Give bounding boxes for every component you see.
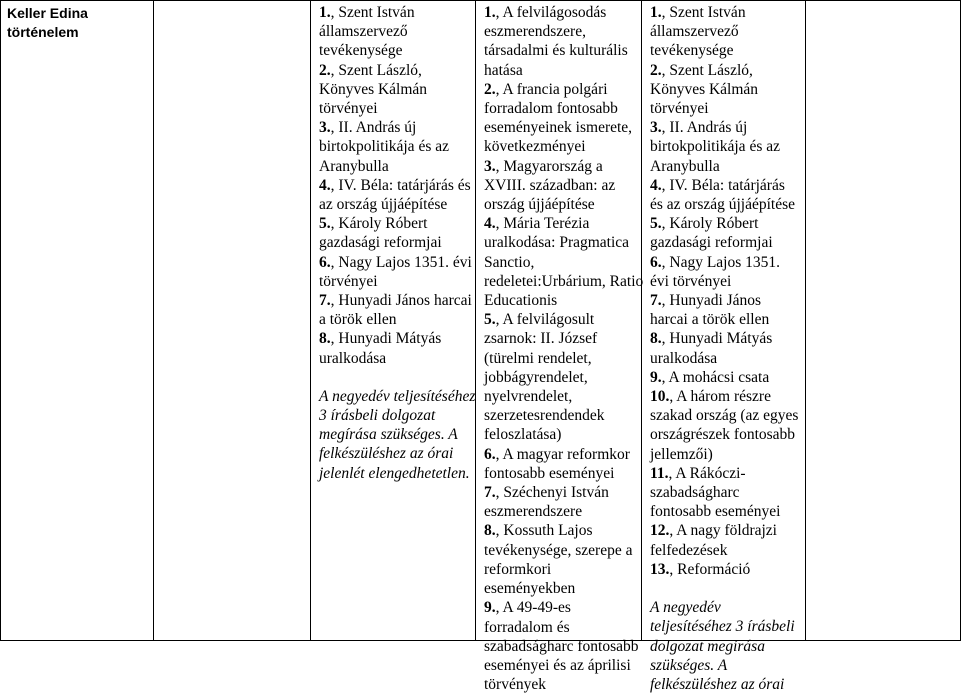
note-line: dolgozat megírása [650,637,765,655]
topic-text: , IV. Béla: tatárjárás [661,176,785,194]
topic-number: 2. [650,61,662,79]
topic-text: , Kossuth Lajos [495,522,593,540]
topic-line [484,3,635,22]
topic-text: Aranybulla [650,157,720,175]
topic-line [650,329,799,348]
note-line: szükséges. A [650,656,728,674]
topic-text: tevékenysége [319,42,403,60]
topic-text: , II. András új [330,119,417,137]
topic-line [650,253,799,272]
topic-line [650,176,799,195]
topic-text: , A francia polgári [495,80,608,98]
topic-text: birtokpolitikája és az [319,138,449,156]
note-line: jelenlét elengedhetetlen. [319,464,470,482]
topic-line [484,233,635,252]
topic-line [319,99,469,118]
topic-number: 6. [484,445,496,463]
topic-line [650,406,799,425]
topic-line [319,137,469,156]
topic-number: 9. [650,368,662,386]
topic-line [650,214,799,233]
topic-text: , Szent László, [330,61,422,79]
topic-number: 7. [319,292,331,310]
subject-name: Keller Edina történelem [7,5,88,40]
topics-cell-1 [310,0,476,641]
topic-text: birtokpolitikája és az [650,138,780,156]
topic-line [650,137,799,156]
topic-number: 11. [650,464,669,482]
topic-line [650,80,799,99]
topic-number: 8. [319,330,331,348]
topic-text: , Hunyadi János harcai [330,292,472,310]
topic-number: 4. [319,176,331,194]
topic-text: évi törvényei [650,272,732,290]
topic-text: , IV. Béla: tatárjárás és [330,176,471,194]
topic-line [484,598,635,617]
topic-line [484,176,635,195]
topic-text: eszmerendszere [484,503,583,521]
topic-number: 3. [319,119,331,137]
topic-line [484,483,635,502]
topic-number: 8. [650,330,662,348]
empty-cell [153,0,311,641]
topic-text: , Szent István [661,4,746,21]
topic-text: törvényei [319,100,378,118]
topic-line [484,637,639,656]
topic-text: fontosabb eseményei [650,503,781,521]
topic-text: szabadságharc [650,484,740,502]
note-line: A negyedév [650,599,721,617]
topic-line [650,22,799,41]
topic-text: , Károly Róbert [330,215,428,233]
topic-text: Könyves Kálmán [319,80,428,98]
requirement-note [319,387,476,483]
topic-text: XVIII. században: az [484,176,616,194]
topic-text: Sanctio, [484,253,535,271]
topic-line [650,560,799,579]
topic-number: 4. [484,215,496,233]
topic-number: 8. [484,522,496,540]
topic-number: 5. [319,215,331,233]
topic-text: államszervező [650,23,739,41]
topic-number: 3. [650,119,662,137]
topic-text: , Reformáció [669,560,751,578]
topic-number: 6. [650,253,662,271]
topic-text: reformkori [484,560,552,578]
topic-text: Educationis [484,292,558,310]
topic-text: következményei [484,138,586,156]
topic-line [650,118,799,137]
topic-text: , Hunyadi Mátyás [661,330,773,348]
topics-cell-3 [641,0,806,693]
topic-line [484,272,644,291]
topic-text: tevékenysége [650,42,734,60]
topic-line [484,579,635,598]
topic-line [650,541,799,560]
topic-line [484,521,635,540]
topic-text: törvények [484,676,546,694]
topic-line [650,445,799,464]
topic-number: 9. [484,599,496,617]
topic-number: 1. [484,4,496,21]
topic-text: eseményei és az áprilisi [484,656,631,674]
topic-line [319,80,469,99]
topic-text: , Széchenyi István [495,484,609,502]
topic-number: 2. [484,80,496,98]
topic-line [650,61,799,80]
topic-line [650,272,799,291]
requirement-note [650,598,799,694]
topic-number: 1. [650,4,662,21]
topic-text: országrészek fontosabb [650,426,796,444]
topic-number: 10. [650,388,670,406]
topic-line [650,157,799,176]
topic-line [484,291,635,310]
topic-line [484,675,635,694]
topic-line [484,406,635,425]
topic-text: , II. András új [661,119,748,137]
topic-list [650,3,799,579]
topic-text: , A 49-49-es [495,599,571,617]
topic-text: forradalom fontosabb [484,100,618,118]
topic-line [484,61,635,80]
topic-line [319,329,469,348]
topic-line [650,425,799,444]
topic-line [650,99,799,118]
topic-text: és az ország újjáépítése [650,196,796,214]
topic-line [650,310,799,329]
topic-number: 5. [650,215,662,233]
topic-line [650,291,799,310]
topic-line [319,61,469,80]
topic-number: 13. [650,560,670,578]
topic-list [484,3,644,694]
topic-text: törvényei [319,272,378,290]
spacer [319,368,469,387]
topic-number: 1. [319,4,331,21]
topic-text: eszmerendszere, [484,23,586,41]
topic-text: a török ellen [319,311,397,329]
topic-line [484,118,635,137]
empty-cell [805,0,961,641]
topic-text: uralkodása: Pragmatica [484,234,630,252]
topic-text: , A felvilágosult [495,311,595,329]
topic-text: törvényei [650,100,709,118]
topic-text: ország újjáépítése [484,196,595,214]
topic-text: felfedezések [650,541,728,559]
topic-text: fontosabb eseményei [484,464,615,482]
topic-text: gazdasági reformjai [650,234,773,252]
topic-line [319,22,469,41]
topic-line [650,195,799,214]
topic-line [319,118,469,137]
topic-text: , Hunyadi Mátyás [330,330,442,348]
topic-line [484,329,635,348]
topic-text: hatása [484,61,523,79]
topic-line [484,41,635,60]
spacer [650,579,799,598]
topic-list [319,3,472,368]
topic-text: az ország újjáépítése [319,196,448,214]
topic-line [650,41,799,60]
topic-text: Könyves Kálmán [650,80,759,98]
topic-line [319,41,469,60]
note-line: teljesítéséhez 3 írásbeli [650,618,795,636]
topic-number: 7. [484,484,496,502]
topic-text: , Magyarország a [495,157,603,175]
topic-line [484,656,635,675]
topic-text: (türelmi rendelet, [484,349,592,367]
topics-cell-2 [475,0,644,694]
topic-text: államszervező [319,23,408,41]
topic-line [484,541,635,560]
topic-line [484,99,635,118]
topic-text: szabadságharc fontosabb [484,637,639,655]
topic-line [319,195,469,214]
topic-line [484,310,635,329]
topic-text: , Hunyadi János [661,292,762,310]
topic-line [319,291,472,310]
topic-number: 6. [319,253,331,271]
topic-number: 7. [650,292,662,310]
topic-line [484,214,635,233]
topic-text: , Nagy Lajos 1351. [661,253,781,271]
topic-line [484,137,635,156]
topic-text: , A magyar reformkor [495,445,630,463]
topic-line [650,483,799,502]
topic-text: gazdasági reformjai [319,234,442,252]
topic-line [319,310,469,329]
topic-text: társadalmi és kulturális [484,42,628,60]
topic-line [484,502,635,521]
topic-text: jellemzői) [650,445,713,463]
topic-line [650,368,799,387]
topic-line [484,253,635,272]
topic-line [484,560,635,579]
topic-text: Aranybulla [319,157,389,175]
subject-cell [0,0,154,641]
topic-line [484,387,635,406]
note-line: A negyedév teljesítéséhez [319,387,476,405]
topic-text: , A nagy földrajzi [669,522,777,540]
topic-text: uralkodása [650,349,718,367]
topic-text: , Szent István [330,4,415,21]
topic-line [319,3,469,22]
note-line: felkészüléshez az órai [650,675,785,693]
topic-text: forradalom és [484,618,570,636]
topic-number: 5. [484,311,496,329]
topic-line [484,368,635,387]
topic-line [484,445,635,464]
topic-line [650,3,799,22]
topic-number: 3. [484,157,496,175]
topic-line [319,349,469,368]
topic-line [484,157,635,176]
topic-text: , A felvilágosodás [495,4,607,21]
topic-text: , A három részre [669,388,771,406]
topic-text: , Szent László, [661,61,753,79]
topic-number: 4. [650,176,662,194]
topic-line [650,233,799,252]
topic-text: harcai a török ellen [650,311,770,329]
topic-text: feloszlatása) [484,426,562,444]
topic-line [319,233,469,252]
topic-text: nyelvrendelet, [484,388,573,406]
topic-line [319,253,472,272]
topic-text: , Mária Terézia [495,215,590,233]
topic-line [484,195,635,214]
topic-text: , A Rákóczi- [668,464,746,482]
topic-text: , A mohácsi csata [661,368,770,386]
topic-line [484,349,635,368]
topic-line [650,349,799,368]
topic-text: jobbágyrendelet, [484,368,588,386]
note-line: megírása szükséges. A [319,426,458,444]
topic-line [319,176,469,195]
topic-number: 12. [650,522,670,540]
topic-line [319,214,469,233]
topic-line [484,22,635,41]
topic-text: uralkodása [319,349,387,367]
topic-text: eseményekben [484,580,576,598]
topic-text: , Nagy Lajos 1351. évi [330,253,472,271]
topic-line [319,157,469,176]
topic-text: , Károly Róbert [661,215,759,233]
topic-line [484,618,635,637]
topic-line [484,425,635,444]
topic-number: 2. [319,61,331,79]
topic-line [650,387,799,406]
topic-line [650,521,799,540]
topic-text: zsarnok: II. József [484,330,598,348]
note-line: felkészüléshez az órai [319,445,454,463]
topic-text: szakad ország (az egyes [650,407,799,425]
topic-text: eseményeinek ismerete, [484,119,633,137]
topic-line [650,464,799,483]
topic-line [484,464,635,483]
topic-text: szerzetesrendendek [484,407,605,425]
topic-line [484,80,635,99]
topic-text: tevékenysége, szerepe a [484,541,633,559]
topic-text: redeletei:Urbárium, Ratio [484,272,644,290]
note-line: 3 írásbeli dolgozat [319,407,436,425]
topic-line [650,502,799,521]
topic-line [319,272,469,291]
